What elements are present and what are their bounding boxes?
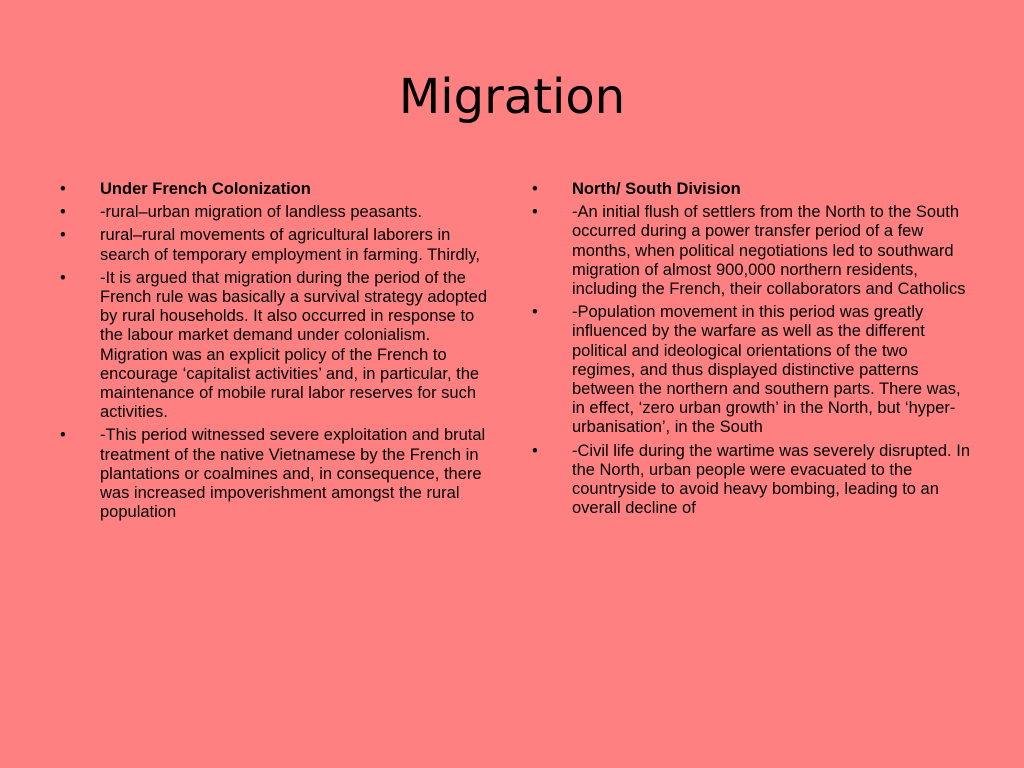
list-item — [60, 180, 500, 199]
list-item — [60, 226, 500, 264]
right-column — [532, 180, 972, 522]
bullet-icon: • — [532, 203, 538, 222]
list-item — [532, 180, 972, 199]
list-item-text: -An initial flush of settlers from the North to the South occurred during a power transfer period of a few months, when political negotiations led to southward migration of almost 900,000 northern residents, including the French, their collaborators and Catholics — [572, 203, 966, 299]
bullet-icon: • — [60, 203, 66, 222]
left-column — [60, 180, 500, 526]
list-item — [60, 426, 500, 522]
list-item-text: -Population movement in this period was greatly influenced by the warfare as well as the different political and ideological orientations of the two regimes, and thus displayed distinctive patterns between the northern and southern parts. There was, in effect, ‘zero urban growth’ in the North, but ‘hyper-urbanisation’, in the South — [572, 303, 961, 437]
bullet-icon: • — [532, 303, 538, 322]
bullet-icon: • — [60, 426, 66, 445]
bullet-icon: • — [60, 226, 66, 245]
bullet-icon: • — [532, 180, 538, 198]
list-item — [532, 303, 972, 437]
list-item — [532, 442, 972, 519]
bullet-icon: • — [60, 268, 66, 287]
right-bullet-list — [532, 180, 972, 518]
list-item — [532, 203, 972, 299]
left-heading: Under French Colonization — [100, 180, 311, 198]
list-item-text: -This period witnessed severe exploitation and brutal treatment of the native Vietnamese by the French in plantations or coalmines and, in consequence, there was increased impoverishment amongst the rural population — [100, 426, 486, 522]
right-heading: North/ South Division — [572, 180, 741, 198]
list-item-text: -Civil life during the wartime was severely disrupted. In the North, urban people were evacuated to the countryside to avoid heavy bombing, leading to an overall decline of — [572, 441, 970, 518]
bullet-icon: • — [60, 180, 66, 198]
left-bullet-list — [60, 180, 500, 522]
slide-title: Migration — [398, 69, 626, 125]
list-item — [60, 269, 500, 423]
bullet-icon: • — [532, 441, 538, 460]
list-item-text: -It is argued that migration during the period of the French rule was basically a survival strategy adopted by rural households. It also occurred in response to the labour market demand under colonialism. Migration was an explicit policy of the French to encourage ‘capitalist activities’ and, in particular, the maintenance of mobile rural labor reserves for such activities. — [100, 268, 488, 422]
list-item-text: -rural–urban migration of landless peasants. — [100, 203, 422, 222]
list-item — [60, 203, 500, 222]
list-item-text: rural–rural movements of agricultural laborers in search of temporary employment in farming. Thirdly, — [100, 226, 480, 264]
